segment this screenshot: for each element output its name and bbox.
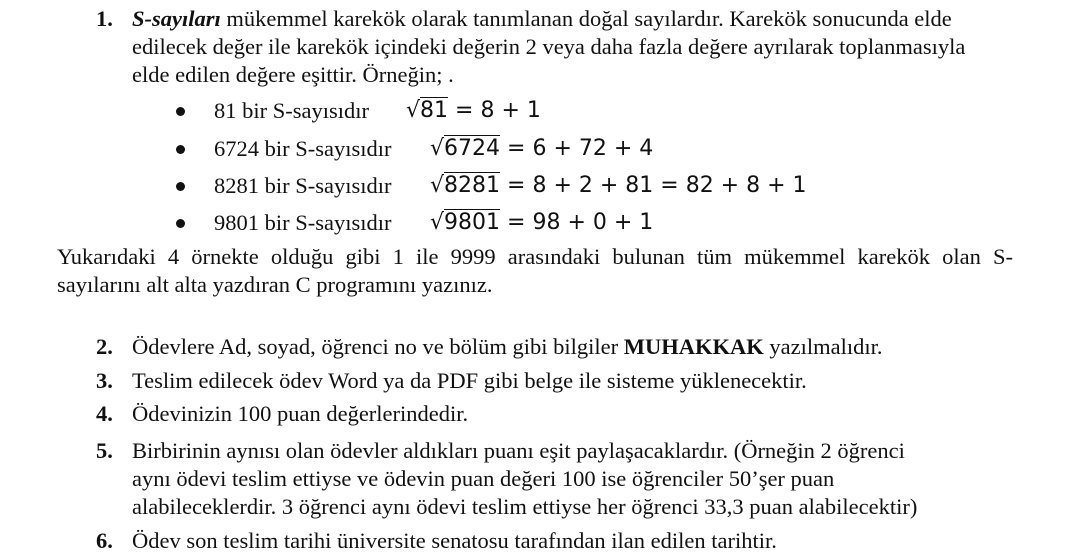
muhakkak-emphasis: MUHAKKAK bbox=[623, 334, 764, 359]
item-1-number: 1. bbox=[96, 6, 113, 31]
square-root-icon: √ bbox=[430, 173, 445, 198]
item-1-line-2: edilecek değer ile karekök içindeki değerin 2 veya daha fazla değere ayrılarak toplanmasıyla bbox=[132, 34, 966, 59]
bullet-icon bbox=[176, 107, 185, 116]
square-root-icon: √ bbox=[430, 136, 445, 161]
example-3-text: 8281 bir S-sayısıdır bbox=[214, 173, 392, 198]
summary-line-2: sayılarını alt alta yazdıran C programını yazınız. bbox=[57, 272, 493, 297]
item-1-line-1 bbox=[132, 5, 952, 33]
square-root-icon: √ bbox=[430, 210, 445, 235]
bullet-icon bbox=[176, 145, 185, 154]
rule-2-post: yazılmalıdır. bbox=[763, 334, 883, 359]
summary-line-1: Yukarıdaki 4 örnekte olduğu gibi 1 ile 9999 arasındaki bulunan tüm mükemmel karekök olan S- bbox=[57, 244, 1013, 269]
example-4-radicand: 9801 bbox=[444, 210, 501, 235]
example-1-equation bbox=[406, 97, 541, 125]
rule-5-line-2: aynı ödevi teslim ettiyse ve ödevin puan değeri 100 ise öğrenciler 50’şer puan bbox=[132, 466, 835, 491]
rule-5-line-3: alabileceklerdir. 3 öğrenci aynı ödevi teslim ettiyse her öğrenci 33,3 puan alabilecektir) bbox=[132, 494, 918, 519]
bullet-icon bbox=[176, 182, 185, 191]
s-sayilari-term: S-sayıları bbox=[132, 6, 221, 31]
example-4-equation bbox=[430, 209, 653, 237]
item-1-line-3: elde edilen değere eşittir. Örneğin; . bbox=[132, 62, 454, 87]
example-2-text: 6724 bir S-sayısıdır bbox=[214, 136, 392, 161]
rule-3-number: 3. bbox=[96, 368, 113, 393]
example-4-text: 9801 bir S-sayısıdır bbox=[214, 210, 392, 235]
square-root-icon: √ bbox=[406, 98, 421, 123]
example-2-radicand: 6724 bbox=[444, 136, 501, 161]
rule-3-text: Teslim edilecek ödev Word ya da PDF gibi belge ile sisteme yüklenecektir. bbox=[132, 368, 807, 393]
rule-2-number: 2. bbox=[96, 334, 113, 359]
item-1-line-1-rest: mükemmel karekök olarak tanımlanan doğal sayılardır. Karekök sonucunda elde bbox=[220, 6, 952, 31]
example-2-equation bbox=[430, 135, 653, 163]
rule-5-number: 5. bbox=[96, 438, 113, 463]
rule-4-text: Ödevinizin 100 puan değerlerindedir. bbox=[132, 401, 469, 426]
example-1-radicand: 81 bbox=[420, 98, 449, 123]
rule-5-line-1: Birbirinin aynısı olan ödevler aldıkları puanı eşit paylaşacaklardır. (Örneğin 2 öğrenci bbox=[132, 438, 905, 463]
example-1-expression: = 8 + 1 bbox=[448, 98, 541, 123]
example-4-expression: = 98 + 0 + 1 bbox=[500, 210, 654, 235]
rule-2-pre: Ödevlere Ad, soyad, öğrenci no ve bölüm gibi bilgiler bbox=[132, 334, 624, 359]
rule-2-text bbox=[132, 333, 883, 361]
example-2-expression: = 6 + 72 + 4 bbox=[500, 136, 654, 161]
example-3-expression: = 8 + 2 + 81 = 82 + 8 + 1 bbox=[500, 173, 807, 198]
bullet-icon bbox=[176, 219, 185, 228]
rule-6-number: 6. bbox=[96, 528, 113, 553]
rule-4-number: 4. bbox=[96, 401, 113, 426]
example-1-text: 81 bir S-sayısıdır bbox=[214, 98, 369, 123]
example-3-equation bbox=[430, 172, 807, 200]
rule-6-text: Ödev son teslim tarihi üniversite senatosu tarafından ilan edilen tarihtir. bbox=[132, 528, 777, 553]
example-3-radicand: 8281 bbox=[444, 173, 501, 198]
